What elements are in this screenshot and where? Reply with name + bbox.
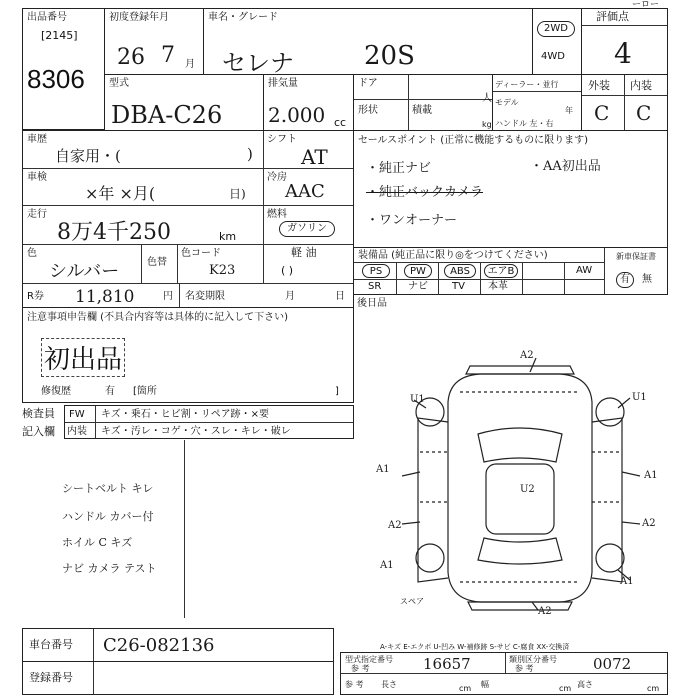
fuel-alt: 軽 油 [291, 246, 317, 259]
history-block [22, 130, 354, 308]
history-value: 自家用・( [55, 147, 121, 165]
score-box [581, 8, 668, 75]
notes-label: 注意事項申告欄 (不具合内容等は具体的に記入して下さい) [27, 312, 288, 323]
first-reg-year: 26 [117, 45, 145, 70]
sales-points-label: セールスポイント (正常に機能するものに限ります) [358, 135, 589, 146]
displacement-value: 2.000 [268, 103, 326, 127]
equip-leather: 本革 [488, 281, 508, 292]
post-label: 後日品 [357, 298, 387, 309]
category-label: 類別区分番号 [509, 655, 557, 664]
sales-point-2: ・AA初出品 [530, 159, 601, 174]
damage-mark-right-front: U1 [632, 392, 647, 403]
drive-2wd: 2WD [537, 21, 575, 37]
mileage-value: 8万4千250 [57, 220, 171, 245]
handwritten-note-1: シートベルト キレ [62, 482, 154, 495]
repair-close: ] [335, 386, 339, 397]
capacity-label: 積載 [412, 105, 432, 116]
first-reg-month: 7 [161, 43, 175, 68]
color-value: シルバー [49, 261, 120, 282]
equip-pw: PW [404, 264, 432, 278]
car-grade: 20S [364, 41, 415, 71]
damage-legend: A-キズ E-エクボ U-凹み W-補修跡 S-サビ C-腐食 XX-交換済 [380, 643, 570, 651]
first-reg-label: 初度登録年月 [109, 12, 169, 23]
fuel-label: 燃料 [267, 209, 287, 220]
fw-label: FW [69, 409, 85, 420]
repair-part: [箇所 [133, 386, 157, 397]
color-code-value: K23 [209, 263, 236, 278]
handwritten-note-3: ホイル C キズ [62, 536, 133, 549]
color-change-label: 色替 [147, 257, 167, 268]
warranty-label: 新車保証書 [616, 252, 656, 261]
handwritten-note-4: ナビ カメラ テスト [62, 562, 157, 575]
model-label: 型式 [109, 78, 129, 89]
type-spec-box [340, 652, 668, 695]
registration-box [22, 661, 334, 695]
fw-items: キズ・乗石・ヒビ割・リペア跡・×要 [101, 409, 269, 420]
drive-box [532, 8, 582, 75]
door-shape-box [353, 74, 493, 131]
yen-unit: 円 [163, 291, 173, 302]
equipment-label: 装備品 (純正品に限り◎をつけてください) [358, 250, 548, 261]
equip-tv: TV [452, 281, 465, 292]
name-change-label: 名変期限 [185, 291, 225, 302]
car-name: セレナ [222, 49, 294, 77]
equip-abs: ABS [444, 264, 476, 278]
inspection-value: ×年 ×月( [85, 184, 156, 203]
recycle-label: R券 [27, 291, 44, 302]
height-label: 高さ [577, 680, 593, 689]
mileage-unit: km [219, 230, 237, 243]
equip-sr: SR [368, 281, 382, 292]
dealer-box [492, 74, 582, 131]
displacement-label: 排気量 [268, 78, 298, 89]
color-code-label: 色コード [181, 248, 221, 259]
handle-label: ハンドル 左・右 [495, 119, 554, 128]
history-close: ) [247, 145, 253, 163]
inspection-day: 日) [229, 187, 246, 201]
sales-point-1: ・純正ナビ [366, 161, 432, 176]
aircon-value: AAC [285, 181, 325, 202]
inspection-label: 車検 [27, 172, 47, 183]
color-label: 色 [27, 248, 37, 259]
chassis-box [22, 628, 334, 662]
type-spec-label: 型式指定番号 [345, 655, 393, 664]
first-reg-box [104, 8, 204, 75]
damage-mark-roof: U2 [520, 484, 535, 495]
lot-number: 8306 [27, 64, 85, 94]
displacement-unit: cc [334, 116, 347, 129]
fuel-value: ガソリン [279, 221, 335, 237]
equipment-box [353, 247, 668, 295]
damage-mark-right-mid: A1 [644, 470, 658, 481]
dim-ref: 参 考 [345, 680, 364, 689]
exterior-grade: C [594, 101, 610, 125]
damage-mark-rear: A2 [538, 606, 552, 617]
damage-mark-left-rear: A2 [388, 520, 402, 531]
chassis-value: C26-082136 [103, 635, 215, 656]
history-label: 車歴 [27, 134, 47, 145]
damage-mark-right-low: A1 [620, 576, 634, 587]
name-label: 車名・グレード [208, 12, 278, 23]
lot-label: 出品番号 [27, 12, 67, 23]
width-label: 幅 [481, 680, 489, 689]
aircon-label: 冷房 [267, 172, 287, 183]
equip-airbag: エアB [484, 264, 518, 278]
repair-value: 有 [105, 386, 115, 397]
inspector-table [64, 405, 354, 439]
interior-row-label: 内装 [67, 426, 87, 437]
entry-label: 記入欄 [22, 425, 55, 438]
inspector-label: 検査員 [22, 407, 55, 420]
category-ref: 参 考 [515, 664, 534, 673]
month-unit: 月 [185, 59, 195, 70]
top-right-mark: ーロー [632, 0, 660, 10]
name-change-month: 月 [285, 291, 295, 302]
handwritten-note-2: ハンドル カバー付 [62, 510, 154, 523]
height-unit: cm [647, 684, 660, 693]
sales-point-3: ・純正バックカメラ [366, 185, 484, 200]
name-box [203, 8, 533, 75]
exterior-label: 外装 [588, 79, 610, 92]
equip-aw: AW [576, 265, 593, 276]
shape-label: 形状 [358, 105, 378, 116]
fuel-paren: ( ) [281, 264, 294, 277]
name-change-day: 日 [335, 291, 345, 302]
inspector-labels [22, 406, 64, 440]
damage-mark-right-rear: A2 [642, 518, 656, 529]
warranty-no: 無 [642, 274, 652, 285]
shift-label: シフト [267, 134, 297, 145]
chassis-label: 車台番号 [29, 638, 73, 651]
width-unit: cm [559, 684, 572, 693]
model-value: DBA-C26 [111, 101, 223, 129]
damage-mark-front: A2 [520, 350, 534, 361]
first-listing-stamp: 初出品 [41, 338, 125, 377]
capacity-unit: kg [482, 120, 492, 129]
sales-point-4: ・ワンオーナー [366, 213, 458, 228]
model-box [104, 74, 264, 131]
lot-sub: [2145] [41, 29, 78, 42]
door-label: ドア [358, 78, 378, 89]
drive-4wd: 4WD [541, 51, 565, 62]
score-label: 評価点 [596, 10, 629, 23]
type-spec-ref: 参 考 [351, 664, 370, 673]
model-year-unit: 年 [565, 106, 573, 115]
length-unit: cm [459, 684, 472, 693]
ext-int-box [581, 74, 668, 131]
spare-label: スペア [400, 597, 424, 606]
warranty-yes: 有 [616, 272, 634, 288]
score-value: 4 [614, 37, 632, 70]
damage-mark-left-front: U1 [410, 394, 425, 405]
category-value: 0072 [593, 655, 632, 673]
length-label: 長さ [381, 680, 397, 689]
repair-label: 修復歴 [41, 386, 71, 397]
interior-grade: C [636, 101, 652, 125]
mileage-label: 走行 [27, 209, 47, 220]
interior-items: キズ・汚レ・コゲ・穴・スレ・キレ・破レ [101, 426, 291, 437]
equip-navi: ナビ [408, 281, 428, 292]
shift-value: AT [301, 145, 328, 169]
damage-mark-left-mid: A1 [376, 464, 390, 475]
sales-points-box [353, 130, 668, 248]
dealer-label: ディーラー・並行 [495, 80, 559, 89]
recycle-value: 11,810 [75, 287, 135, 307]
interior-label: 内装 [630, 79, 652, 92]
lot-box [22, 8, 105, 130]
reg-label: 登録番号 [29, 671, 73, 684]
type-spec-value: 16657 [423, 655, 471, 673]
equip-ps: PS [362, 264, 390, 278]
model-year-label: モデル [495, 98, 519, 107]
notes-box [22, 307, 354, 403]
capacity-rest: 人 [482, 93, 492, 104]
displacement-box [263, 74, 354, 131]
damage-mark-left-low: A1 [380, 560, 394, 571]
